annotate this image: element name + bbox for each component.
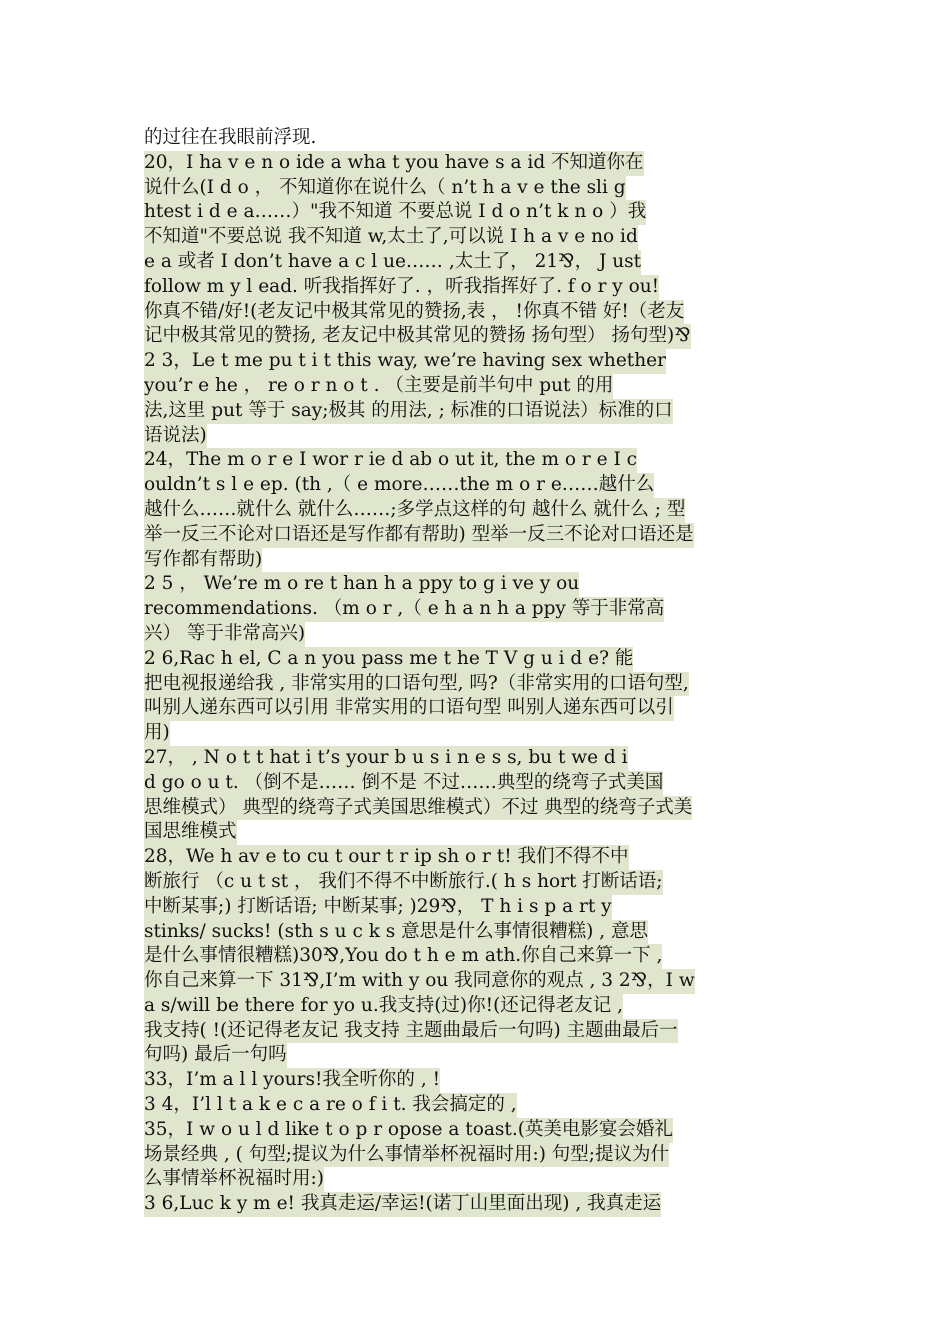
text-line: htest i d e a……）"我不知道 不要总说 I d o n’t k n o ）我 [144,200,646,225]
text-line: 法,这里 put 等于 say;极其 的用法, ; 标准的口语说法）标准的口 [144,399,673,424]
text-line: 场景经典 , ( 句型;提议为什么事情举杯祝福时用:) 句型;提议为什 [144,1143,669,1168]
text-line: 2 3，Le t me pu t i t this way, we’re having sex whether [144,349,666,374]
text-line: recommendations. （m o r ,（ e h a n h a ppy 等于非常高 [144,597,664,622]
text-line: d go o u t. （倒不是…… 倒不是 不过……典型的绕弯子式美国 [144,771,663,796]
text-line: e a 或者 I don’t have a c l ue…… ,太土了， 21⅋， J ust [144,250,641,275]
text-line: 3 4，I’l l t a k e c a re o f i t. 我会搞定的 , [144,1093,517,1118]
text-line: 么事情举杯祝福时用:) [144,1167,324,1192]
text-line: 中断某事;) 打断话语; 中断某事; )29⅋， T h i s p a rt y [144,895,612,920]
text-line: 说什么(I d o ， 不知道你在说什么（ n’t h a v e the sli g [144,176,626,201]
text-line: follow m y l ead. 听我指挥好了. ，听我指挥好了. f o r y ou! [144,275,659,300]
text-line: 写作都有帮助) [144,548,262,573]
text-line: 断旅行 （c u t st ， 我们不得不中断旅行.( h s hort 打断话语; [144,870,663,895]
text-line: 语说法) [144,424,207,449]
text-line: 我支持( !(还记得老友记 我支持 主题曲最后一句吗) 主题曲最后一 [144,1019,678,1044]
text-line: a s/will be there for yo u.我支持(过)你!(还记得老友记 , [144,994,623,1019]
text-line: 你真不错/好!(老友记中极其常见的赞扬,表 ， !你真不错 好!（老友 [144,300,684,325]
text-line: 33，I’m a l l yours!我全听你的 , ! [144,1068,440,1093]
text-line: 20，I ha v e n o ide a wha t you have s a id 不知道你在 [144,151,644,176]
text-line: 27， , N o t t hat i t’s your b u s i n e s s, bu t we d i [144,746,628,771]
text-line: you’r e he ， re o r n o t . （主要是前半句中 put 的用 [144,374,613,399]
text-line: 是什么事情很糟糕)30⅋,You do t h e m ath.你自己来算一下 , [144,944,662,969]
text-line: 记中极其常见的赞扬, 老友记中极其常见的赞扬 扬句型） 扬句型)⅋ [144,324,691,349]
text-line: 你自己来算一下 31⅋,I’m with y ou 我同意你的观点 , 3 2⅋，I w [144,969,695,994]
text-line: 28，We h av e to cu t our t r ip sh o r t! 我们不得不中 [144,845,629,870]
text-line: 越什么……就什么 就什么……;多学点这样的句 越什么 就什么 ; 型 [144,498,685,523]
text-line: 不知道"不要总说 我不知道 w,太土了,可以说 I h a v e no id [144,225,638,250]
text-line: 句吗) 最后一句吗 [144,1043,287,1068]
text-line: ouldn’t s l e ep. (th ,（ e more……the m o r e……越什么 [144,473,654,498]
text-line: 举一反三不论对口语还是写作都有帮助) 型举一反三不论对口语还是 [144,523,694,548]
text-line: 兴） 等于非常高兴) [144,622,305,647]
text-line: 的过往在我眼前浮现. [144,127,317,148]
text-line: 35，I w o u l d like t o p r opose a toast.(英美电影宴会婚礼 [144,1118,673,1143]
text-line: stinks/ sucks! (sth s u c k s 意思是什么事情很糟糕) , 意思 [144,920,648,945]
text-line: 24，The m o r e I wor r ie d ab o ut it, the m o r e I c [144,448,637,473]
text-line: 把电视报递给我 , 非常实用的口语句型, 吗?（非常实用的口语句型, [144,672,689,697]
text-line: 2 5 ， We’re m o re t han h a ppy to g i ve y ou [144,572,579,597]
document-body [144,126,808,1217]
text-line: 叫别人递东西可以引用 非常实用的口语句型 叫别人递东西可以引 [144,696,674,721]
text-line: 国思维模式 [144,820,237,845]
text-line: 思维模式） 典型的绕弯子式美国思维模式）不过 典型的绕弯子式美 [144,796,692,821]
text-line: 3 6,Luc k y m e! 我真走运/幸运!(诺丁山里面出现) , 我真走运 [144,1192,661,1217]
text-line: 2 6,Rac h el, C a n you pass me t he T V g u i d e? 能 [144,647,633,672]
text-line: 用) [144,721,170,746]
